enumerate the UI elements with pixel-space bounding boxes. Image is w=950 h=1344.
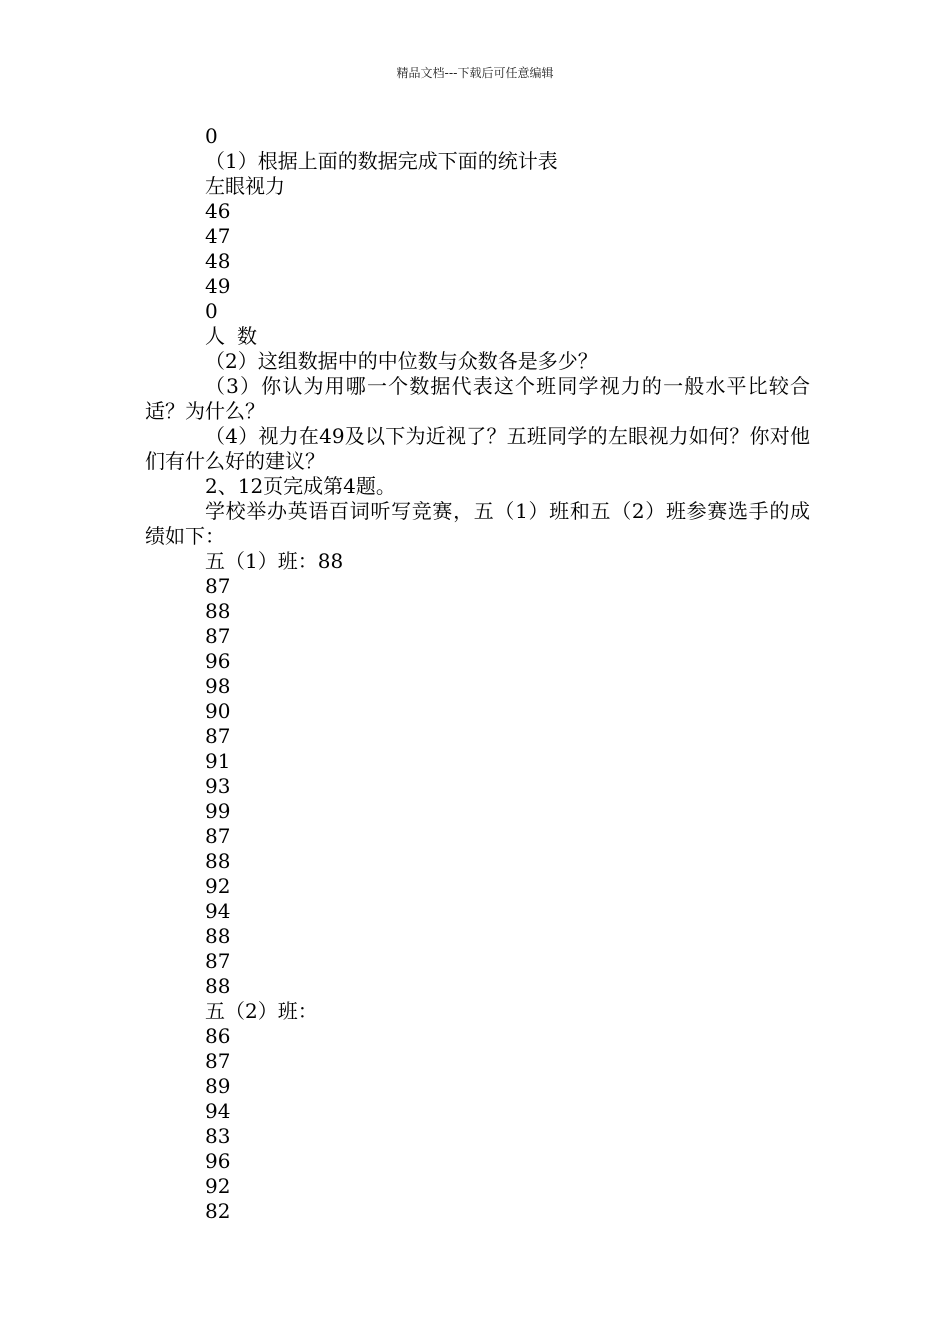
class-1-score: 88 <box>205 599 231 623</box>
class-1-score: 96 <box>205 649 231 673</box>
class-2-score: 83 <box>205 1124 231 1148</box>
vision-value: 0 <box>205 299 218 323</box>
text-line: 0 <box>205 124 218 148</box>
class-1-score: 88 <box>205 849 231 873</box>
class-1-score-list <box>145 574 810 999</box>
class-1-score: 87 <box>205 949 231 973</box>
vision-value: 46 <box>205 199 231 223</box>
class-1-score: 88 <box>205 974 231 998</box>
table-header-left-eye-vision: 左眼视力 <box>205 174 285 198</box>
people-label-b: 数 <box>237 324 257 348</box>
class-1-score: 90 <box>205 699 231 723</box>
class-1-score: 93 <box>205 774 231 798</box>
class-1-score: 87 <box>205 624 231 648</box>
class-2-score: 94 <box>205 1099 231 1123</box>
class-1-score: 98 <box>205 674 231 698</box>
task-2: 2、12页完成第4题。 <box>205 474 396 498</box>
table-header-people-count <box>145 324 810 349</box>
class-1-score: 94 <box>205 899 231 923</box>
class-1-score: 87 <box>205 574 231 598</box>
class-1-score: 99 <box>205 799 231 823</box>
vision-value: 47 <box>205 224 231 248</box>
class-1-score: 88 <box>317 549 344 573</box>
class-2-label: 五（2）班： <box>205 999 318 1023</box>
people-label-a: 人 <box>205 324 225 348</box>
vision-value: 49 <box>205 274 231 298</box>
class-2-score: 96 <box>205 1149 231 1173</box>
class-2-score: 82 <box>205 1199 231 1223</box>
question-2: （2）这组数据中的中位数与众数各是多少？ <box>205 349 598 373</box>
class-1-score: 91 <box>205 749 231 773</box>
question-1: （1）根据上面的数据完成下面的统计表 <box>205 149 558 173</box>
class-1-label: 五（1）班： <box>205 549 318 573</box>
class-1-score: 87 <box>205 824 231 848</box>
page-header: 精品文档---下载后可任意编辑 <box>396 66 554 80</box>
competition-intro: 学校举办英语百词听写竞赛，五（1）班和五（2）班参赛选手的成绩如下： <box>145 499 810 548</box>
question-4: （4）视力在49及以下为近视了？五班同学的左眼视力如何？你对他们有什么好的建议？ <box>145 424 810 473</box>
question-3: （3）你认为用哪一个数据代表这个班同学视力的一般水平比较合适？为什么？ <box>145 374 810 423</box>
class-2-score-list <box>145 1024 810 1224</box>
class-2-score: 87 <box>205 1049 231 1073</box>
document-body <box>145 124 810 1224</box>
class-1-score: 92 <box>205 874 231 898</box>
class-1-score: 87 <box>205 724 231 748</box>
class-1-first-line <box>145 549 810 574</box>
class-1-score: 88 <box>205 924 231 948</box>
class-2-score: 92 <box>205 1174 231 1198</box>
class-2-score: 89 <box>205 1074 231 1098</box>
class-2-score: 86 <box>205 1024 231 1048</box>
vision-value: 48 <box>205 249 231 273</box>
